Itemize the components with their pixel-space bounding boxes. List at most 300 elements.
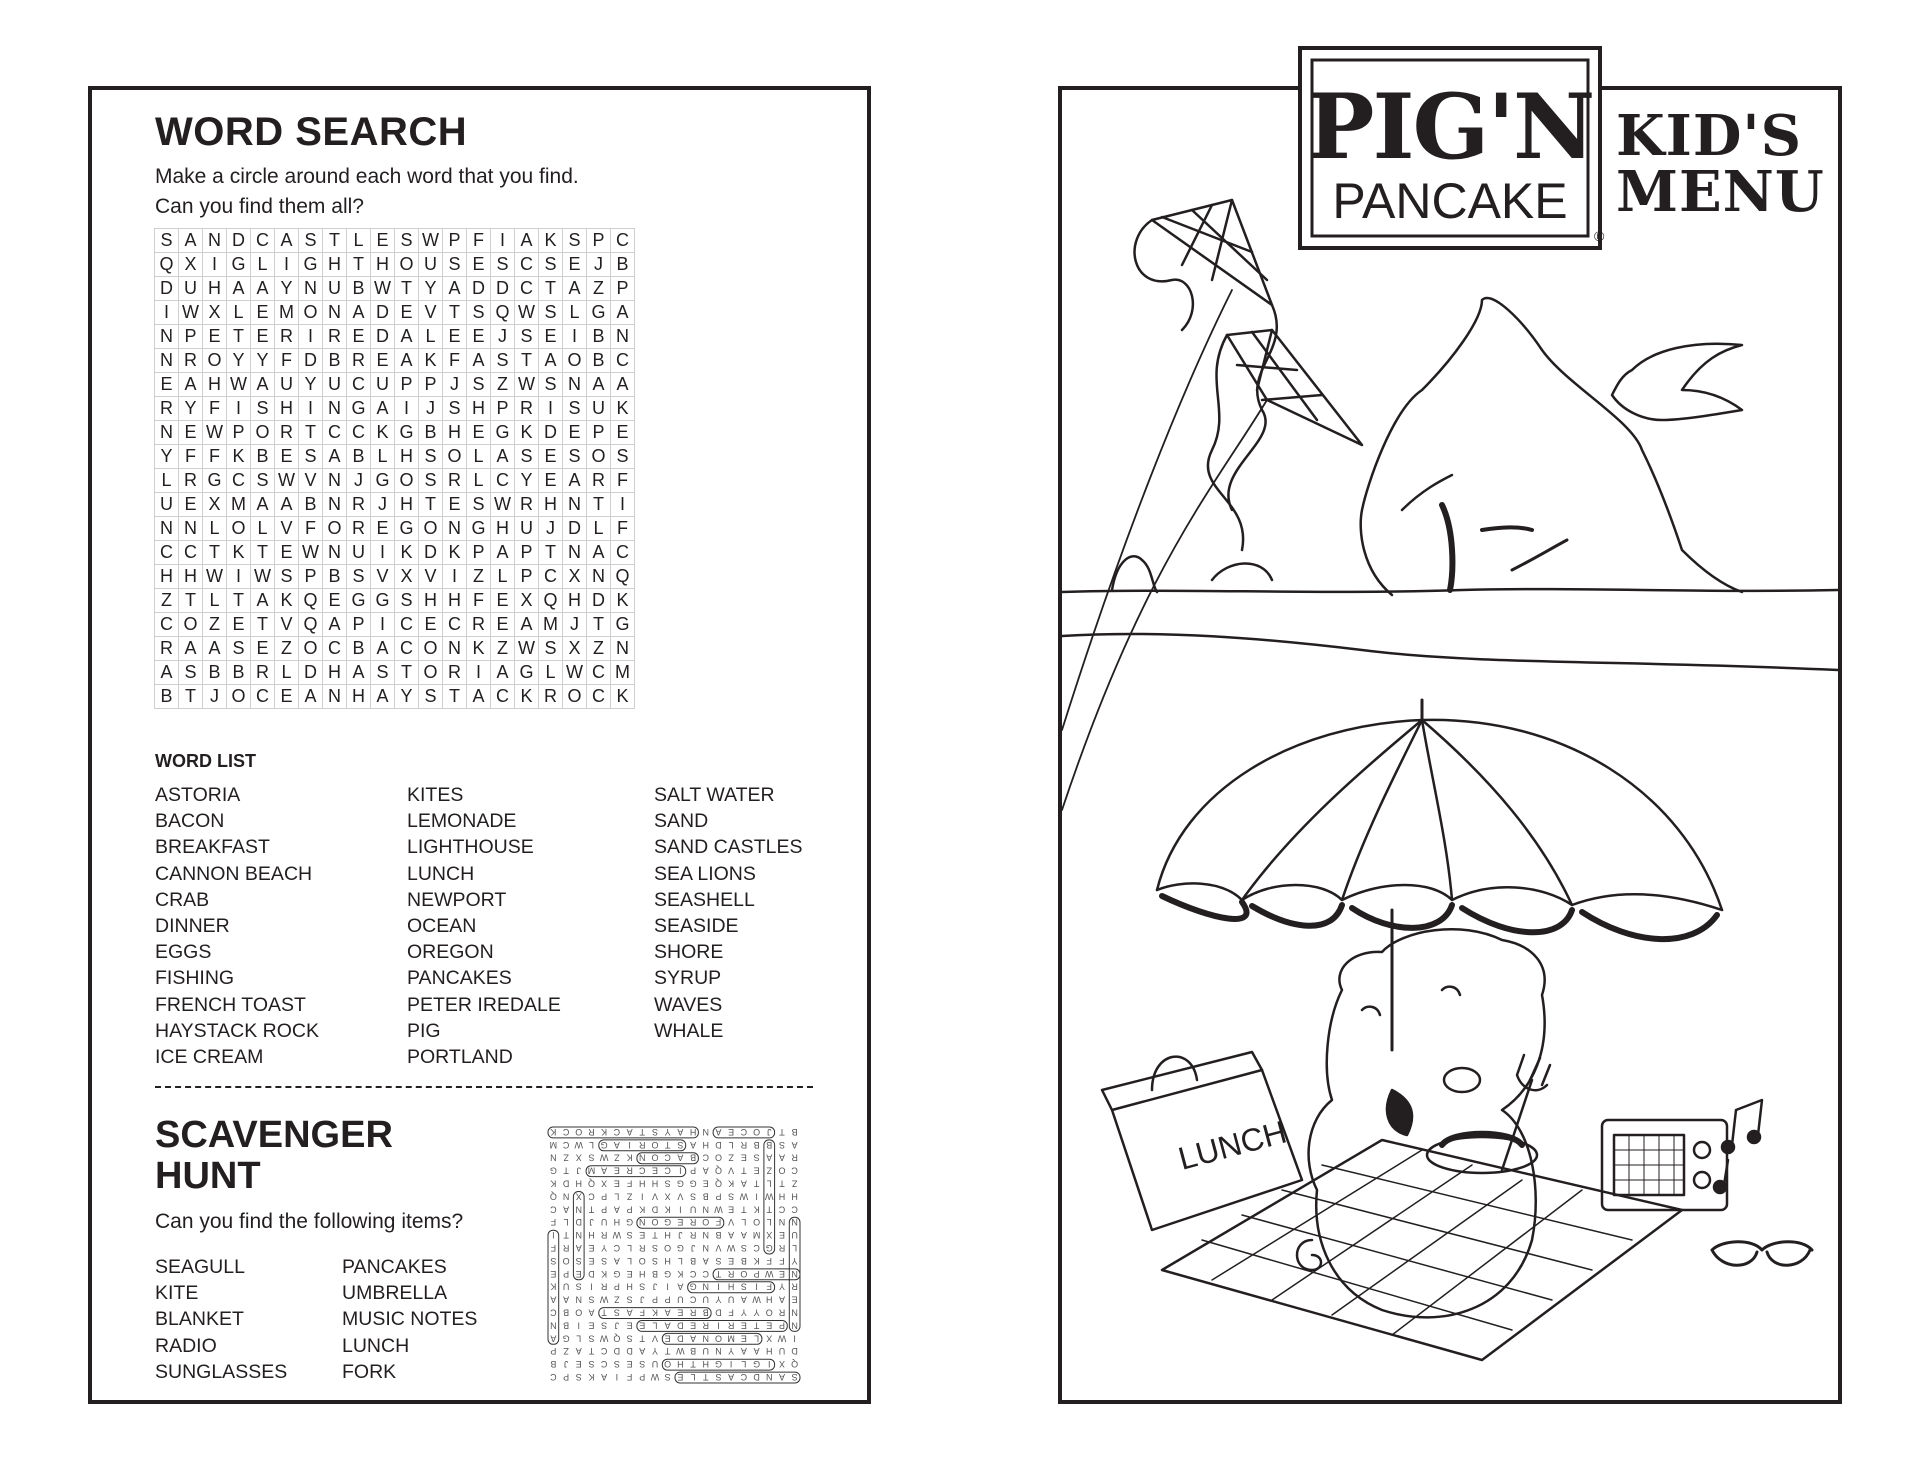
grid-cell[interactable]: I bbox=[491, 229, 515, 253]
grid-cell[interactable]: K bbox=[275, 589, 299, 613]
grid-cell[interactable]: L bbox=[203, 517, 227, 541]
grid-cell[interactable]: R bbox=[179, 469, 203, 493]
grid-cell[interactable]: O bbox=[299, 301, 323, 325]
grid-cell[interactable]: S bbox=[515, 325, 539, 349]
grid-cell[interactable]: O bbox=[419, 637, 443, 661]
grid-cell[interactable]: K bbox=[395, 541, 419, 565]
grid-cell[interactable]: E bbox=[539, 469, 563, 493]
grid-cell[interactable]: H bbox=[563, 589, 587, 613]
grid-cell[interactable]: A bbox=[611, 373, 635, 397]
grid-cell[interactable]: K bbox=[539, 229, 563, 253]
grid-cell[interactable]: W bbox=[299, 541, 323, 565]
grid-cell[interactable]: T bbox=[587, 493, 611, 517]
grid-cell[interactable]: S bbox=[419, 445, 443, 469]
grid-cell[interactable]: V bbox=[275, 613, 299, 637]
grid-cell[interactable]: R bbox=[347, 517, 371, 541]
grid-cell[interactable]: H bbox=[443, 421, 467, 445]
grid-cell[interactable]: G bbox=[395, 517, 419, 541]
grid-cell[interactable]: C bbox=[227, 469, 251, 493]
grid-cell[interactable]: T bbox=[179, 685, 203, 709]
grid-cell[interactable]: R bbox=[515, 397, 539, 421]
grid-cell[interactable]: S bbox=[611, 445, 635, 469]
grid-cell[interactable]: Q bbox=[491, 301, 515, 325]
grid-cell[interactable]: X bbox=[395, 565, 419, 589]
grid-cell[interactable]: C bbox=[587, 661, 611, 685]
grid-cell[interactable]: A bbox=[371, 685, 395, 709]
grid-cell[interactable]: S bbox=[515, 445, 539, 469]
grid-cell[interactable]: B bbox=[203, 661, 227, 685]
grid-cell[interactable]: D bbox=[371, 325, 395, 349]
grid-cell[interactable]: A bbox=[179, 637, 203, 661]
grid-cell[interactable]: I bbox=[611, 493, 635, 517]
grid-cell[interactable]: L bbox=[371, 445, 395, 469]
grid-cell[interactable]: O bbox=[251, 421, 275, 445]
grid-cell[interactable]: E bbox=[563, 421, 587, 445]
word-search-grid[interactable] bbox=[154, 228, 635, 709]
grid-cell[interactable]: G bbox=[467, 517, 491, 541]
grid-cell[interactable]: O bbox=[203, 349, 227, 373]
grid-cell[interactable]: A bbox=[491, 541, 515, 565]
grid-cell[interactable]: P bbox=[443, 229, 467, 253]
grid-cell[interactable]: B bbox=[155, 685, 179, 709]
grid-cell[interactable]: Z bbox=[491, 637, 515, 661]
grid-cell[interactable]: T bbox=[395, 277, 419, 301]
grid-cell[interactable]: D bbox=[299, 349, 323, 373]
grid-cell[interactable]: H bbox=[275, 397, 299, 421]
grid-cell[interactable]: Q bbox=[299, 613, 323, 637]
grid-cell[interactable]: J bbox=[371, 493, 395, 517]
grid-cell[interactable]: A bbox=[251, 277, 275, 301]
grid-cell[interactable]: J bbox=[491, 325, 515, 349]
grid-cell[interactable]: L bbox=[467, 469, 491, 493]
grid-cell[interactable]: C bbox=[611, 541, 635, 565]
grid-cell[interactable]: K bbox=[371, 421, 395, 445]
grid-cell[interactable]: T bbox=[323, 229, 347, 253]
grid-cell[interactable]: J bbox=[587, 253, 611, 277]
grid-cell[interactable]: C bbox=[347, 421, 371, 445]
grid-cell[interactable]: F bbox=[467, 589, 491, 613]
grid-cell[interactable]: B bbox=[251, 445, 275, 469]
grid-cell[interactable]: E bbox=[539, 325, 563, 349]
grid-cell[interactable]: J bbox=[563, 613, 587, 637]
grid-cell[interactable]: E bbox=[347, 325, 371, 349]
grid-cell[interactable]: R bbox=[443, 661, 467, 685]
grid-cell[interactable]: I bbox=[371, 613, 395, 637]
grid-cell[interactable]: N bbox=[323, 301, 347, 325]
grid-cell[interactable]: E bbox=[539, 445, 563, 469]
grid-cell[interactable]: E bbox=[155, 373, 179, 397]
grid-cell[interactable]: T bbox=[515, 349, 539, 373]
grid-cell[interactable]: K bbox=[227, 541, 251, 565]
grid-cell[interactable]: P bbox=[587, 229, 611, 253]
grid-cell[interactable]: E bbox=[419, 613, 443, 637]
grid-cell[interactable]: F bbox=[467, 229, 491, 253]
grid-cell[interactable]: A bbox=[515, 613, 539, 637]
grid-cell[interactable]: H bbox=[443, 589, 467, 613]
grid-cell[interactable]: N bbox=[443, 637, 467, 661]
grid-cell[interactable]: N bbox=[323, 397, 347, 421]
grid-cell[interactable]: A bbox=[491, 445, 515, 469]
grid-cell[interactable]: P bbox=[611, 277, 635, 301]
grid-cell[interactable]: Z bbox=[155, 589, 179, 613]
grid-cell[interactable]: U bbox=[323, 277, 347, 301]
grid-cell[interactable]: C bbox=[323, 421, 347, 445]
grid-cell[interactable]: M bbox=[227, 493, 251, 517]
grid-cell[interactable]: R bbox=[467, 613, 491, 637]
grid-cell[interactable]: P bbox=[395, 373, 419, 397]
grid-cell[interactable]: U bbox=[587, 397, 611, 421]
grid-cell[interactable]: N bbox=[323, 541, 347, 565]
grid-cell[interactable]: L bbox=[347, 229, 371, 253]
grid-cell[interactable]: G bbox=[395, 421, 419, 445]
grid-cell[interactable]: L bbox=[251, 517, 275, 541]
grid-cell[interactable]: N bbox=[563, 373, 587, 397]
grid-cell[interactable]: O bbox=[227, 685, 251, 709]
grid-cell[interactable]: F bbox=[443, 349, 467, 373]
grid-cell[interactable]: K bbox=[515, 421, 539, 445]
grid-cell[interactable]: H bbox=[467, 397, 491, 421]
grid-cell[interactable]: A bbox=[203, 637, 227, 661]
grid-cell[interactable]: A bbox=[347, 661, 371, 685]
grid-cell[interactable]: T bbox=[443, 685, 467, 709]
grid-cell[interactable]: S bbox=[467, 373, 491, 397]
grid-cell[interactable]: W bbox=[251, 565, 275, 589]
grid-cell[interactable]: R bbox=[539, 685, 563, 709]
grid-cell[interactable]: S bbox=[179, 661, 203, 685]
grid-cell[interactable]: B bbox=[419, 421, 443, 445]
grid-cell[interactable]: V bbox=[419, 565, 443, 589]
grid-cell[interactable]: I bbox=[539, 397, 563, 421]
grid-cell[interactable]: A bbox=[395, 325, 419, 349]
grid-cell[interactable]: E bbox=[275, 685, 299, 709]
grid-cell[interactable]: T bbox=[179, 589, 203, 613]
grid-cell[interactable]: D bbox=[587, 589, 611, 613]
grid-cell[interactable]: B bbox=[587, 349, 611, 373]
grid-cell[interactable]: H bbox=[371, 253, 395, 277]
grid-cell[interactable]: K bbox=[443, 541, 467, 565]
grid-cell[interactable]: H bbox=[203, 277, 227, 301]
grid-cell[interactable]: L bbox=[467, 445, 491, 469]
grid-cell[interactable]: N bbox=[323, 493, 347, 517]
grid-cell[interactable]: E bbox=[251, 301, 275, 325]
grid-cell[interactable]: L bbox=[419, 325, 443, 349]
grid-cell[interactable]: Q bbox=[611, 565, 635, 589]
grid-cell[interactable]: A bbox=[251, 493, 275, 517]
grid-cell[interactable]: S bbox=[155, 229, 179, 253]
grid-cell[interactable]: A bbox=[179, 373, 203, 397]
grid-cell[interactable]: L bbox=[563, 301, 587, 325]
grid-cell[interactable]: D bbox=[371, 301, 395, 325]
grid-cell[interactable]: Z bbox=[275, 637, 299, 661]
grid-cell[interactable]: E bbox=[371, 229, 395, 253]
grid-cell[interactable]: U bbox=[275, 373, 299, 397]
grid-cell[interactable]: F bbox=[275, 349, 299, 373]
grid-cell[interactable]: T bbox=[227, 325, 251, 349]
grid-cell[interactable]: R bbox=[347, 493, 371, 517]
grid-cell[interactable]: N bbox=[323, 469, 347, 493]
grid-cell[interactable]: B bbox=[587, 325, 611, 349]
grid-cell[interactable]: Q bbox=[299, 589, 323, 613]
grid-cell[interactable]: U bbox=[419, 253, 443, 277]
grid-cell[interactable]: A bbox=[179, 229, 203, 253]
grid-cell[interactable]: K bbox=[611, 589, 635, 613]
grid-cell[interactable]: P bbox=[587, 421, 611, 445]
grid-cell[interactable]: Y bbox=[155, 445, 179, 469]
grid-cell[interactable]: R bbox=[587, 469, 611, 493]
grid-cell[interactable]: G bbox=[299, 253, 323, 277]
grid-cell[interactable]: A bbox=[251, 589, 275, 613]
grid-cell[interactable]: C bbox=[539, 565, 563, 589]
grid-cell[interactable]: E bbox=[251, 325, 275, 349]
grid-cell[interactable]: T bbox=[251, 541, 275, 565]
grid-cell[interactable]: O bbox=[323, 517, 347, 541]
grid-cell[interactable]: R bbox=[155, 397, 179, 421]
grid-cell[interactable]: S bbox=[563, 445, 587, 469]
grid-cell[interactable]: O bbox=[587, 445, 611, 469]
grid-cell[interactable]: A bbox=[491, 661, 515, 685]
grid-cell[interactable]: P bbox=[491, 397, 515, 421]
grid-cell[interactable]: S bbox=[563, 229, 587, 253]
grid-cell[interactable]: X bbox=[179, 253, 203, 277]
grid-cell[interactable]: T bbox=[539, 541, 563, 565]
grid-cell[interactable]: I bbox=[371, 541, 395, 565]
grid-cell[interactable]: J bbox=[203, 685, 227, 709]
grid-cell[interactable]: I bbox=[155, 301, 179, 325]
grid-cell[interactable]: H bbox=[203, 373, 227, 397]
grid-cell[interactable]: I bbox=[299, 397, 323, 421]
grid-cell[interactable]: J bbox=[419, 397, 443, 421]
grid-cell[interactable]: X bbox=[563, 637, 587, 661]
grid-cell[interactable]: L bbox=[539, 661, 563, 685]
grid-cell[interactable]: C bbox=[323, 637, 347, 661]
grid-cell[interactable]: S bbox=[419, 469, 443, 493]
grid-cell[interactable]: O bbox=[443, 445, 467, 469]
grid-cell[interactable]: R bbox=[323, 325, 347, 349]
grid-cell[interactable]: W bbox=[227, 373, 251, 397]
grid-cell[interactable]: T bbox=[347, 253, 371, 277]
grid-cell[interactable]: X bbox=[203, 493, 227, 517]
grid-cell[interactable]: B bbox=[227, 661, 251, 685]
grid-cell[interactable]: E bbox=[563, 253, 587, 277]
grid-cell[interactable]: P bbox=[515, 565, 539, 589]
grid-cell[interactable]: T bbox=[539, 277, 563, 301]
grid-cell[interactable]: H bbox=[155, 565, 179, 589]
grid-cell[interactable]: P bbox=[299, 565, 323, 589]
grid-cell[interactable]: B bbox=[347, 277, 371, 301]
grid-cell[interactable]: Z bbox=[203, 613, 227, 637]
grid-cell[interactable]: A bbox=[371, 397, 395, 421]
grid-cell[interactable]: N bbox=[563, 541, 587, 565]
grid-cell[interactable]: F bbox=[179, 445, 203, 469]
grid-cell[interactable]: C bbox=[251, 229, 275, 253]
grid-cell[interactable]: E bbox=[395, 301, 419, 325]
grid-cell[interactable]: E bbox=[179, 493, 203, 517]
grid-cell[interactable]: P bbox=[227, 421, 251, 445]
grid-cell[interactable]: C bbox=[395, 613, 419, 637]
grid-cell[interactable]: S bbox=[395, 589, 419, 613]
grid-cell[interactable]: U bbox=[515, 517, 539, 541]
grid-cell[interactable]: X bbox=[515, 589, 539, 613]
grid-cell[interactable]: B bbox=[323, 565, 347, 589]
grid-cell[interactable]: W bbox=[515, 637, 539, 661]
grid-cell[interactable]: O bbox=[563, 349, 587, 373]
grid-cell[interactable]: S bbox=[563, 397, 587, 421]
grid-cell[interactable]: B bbox=[347, 445, 371, 469]
grid-cell[interactable]: E bbox=[371, 517, 395, 541]
grid-cell[interactable]: T bbox=[419, 493, 443, 517]
grid-cell[interactable]: R bbox=[251, 661, 275, 685]
grid-cell[interactable]: S bbox=[299, 229, 323, 253]
grid-cell[interactable]: E bbox=[323, 589, 347, 613]
grid-cell[interactable]: H bbox=[491, 517, 515, 541]
grid-cell[interactable]: B bbox=[299, 493, 323, 517]
grid-cell[interactable]: Z bbox=[491, 373, 515, 397]
grid-cell[interactable]: G bbox=[371, 589, 395, 613]
grid-cell[interactable]: K bbox=[515, 685, 539, 709]
grid-cell[interactable]: A bbox=[275, 229, 299, 253]
grid-cell[interactable]: Y bbox=[251, 349, 275, 373]
grid-cell[interactable]: S bbox=[443, 253, 467, 277]
grid-cell[interactable]: N bbox=[179, 517, 203, 541]
grid-cell[interactable]: K bbox=[611, 397, 635, 421]
grid-cell[interactable]: O bbox=[395, 253, 419, 277]
grid-cell[interactable]: D bbox=[467, 277, 491, 301]
grid-cell[interactable]: I bbox=[299, 325, 323, 349]
grid-cell[interactable]: E bbox=[443, 325, 467, 349]
grid-cell[interactable]: R bbox=[347, 349, 371, 373]
grid-cell[interactable]: E bbox=[467, 421, 491, 445]
grid-cell[interactable]: I bbox=[395, 397, 419, 421]
grid-cell[interactable]: S bbox=[299, 445, 323, 469]
grid-cell[interactable]: S bbox=[371, 661, 395, 685]
grid-cell[interactable]: G bbox=[227, 253, 251, 277]
grid-cell[interactable]: T bbox=[443, 301, 467, 325]
grid-cell[interactable]: T bbox=[299, 421, 323, 445]
grid-cell[interactable]: V bbox=[419, 301, 443, 325]
grid-cell[interactable]: W bbox=[275, 469, 299, 493]
grid-cell[interactable]: R bbox=[443, 469, 467, 493]
grid-cell[interactable]: Y bbox=[299, 373, 323, 397]
grid-cell[interactable]: Z bbox=[587, 277, 611, 301]
grid-cell[interactable]: A bbox=[323, 445, 347, 469]
grid-cell[interactable]: P bbox=[179, 325, 203, 349]
grid-cell[interactable]: Y bbox=[275, 277, 299, 301]
grid-cell[interactable]: S bbox=[251, 397, 275, 421]
grid-cell[interactable]: H bbox=[179, 565, 203, 589]
grid-cell[interactable]: N bbox=[155, 325, 179, 349]
grid-cell[interactable]: G bbox=[371, 469, 395, 493]
grid-cell[interactable]: V bbox=[371, 565, 395, 589]
grid-cell[interactable]: I bbox=[467, 661, 491, 685]
grid-cell[interactable]: W bbox=[371, 277, 395, 301]
grid-cell[interactable]: D bbox=[491, 277, 515, 301]
grid-cell[interactable]: A bbox=[347, 301, 371, 325]
grid-cell[interactable]: C bbox=[155, 541, 179, 565]
grid-cell[interactable]: C bbox=[491, 685, 515, 709]
grid-cell[interactable]: S bbox=[227, 637, 251, 661]
grid-cell[interactable]: Y bbox=[227, 349, 251, 373]
grid-cell[interactable]: E bbox=[227, 613, 251, 637]
grid-cell[interactable]: X bbox=[203, 301, 227, 325]
grid-cell[interactable]: Y bbox=[395, 685, 419, 709]
grid-cell[interactable]: N bbox=[155, 349, 179, 373]
grid-cell[interactable]: E bbox=[467, 253, 491, 277]
grid-cell[interactable]: F bbox=[299, 517, 323, 541]
grid-cell[interactable]: A bbox=[467, 349, 491, 373]
grid-cell[interactable]: J bbox=[443, 373, 467, 397]
grid-cell[interactable]: O bbox=[563, 685, 587, 709]
grid-cell[interactable]: D bbox=[155, 277, 179, 301]
grid-cell[interactable]: M bbox=[539, 613, 563, 637]
grid-cell[interactable]: D bbox=[563, 517, 587, 541]
grid-cell[interactable]: Y bbox=[515, 469, 539, 493]
grid-cell[interactable]: F bbox=[611, 469, 635, 493]
grid-cell[interactable]: C bbox=[491, 469, 515, 493]
grid-cell[interactable]: E bbox=[275, 541, 299, 565]
grid-cell[interactable]: I bbox=[563, 325, 587, 349]
grid-cell[interactable]: Z bbox=[587, 637, 611, 661]
grid-cell[interactable]: L bbox=[251, 253, 275, 277]
grid-cell[interactable]: G bbox=[203, 469, 227, 493]
grid-cell[interactable]: E bbox=[203, 325, 227, 349]
grid-cell[interactable]: T bbox=[587, 613, 611, 637]
grid-cell[interactable]: E bbox=[275, 445, 299, 469]
grid-cell[interactable]: L bbox=[155, 469, 179, 493]
grid-cell[interactable]: A bbox=[155, 661, 179, 685]
grid-cell[interactable]: C bbox=[515, 277, 539, 301]
grid-cell[interactable]: P bbox=[467, 541, 491, 565]
grid-cell[interactable]: N bbox=[563, 493, 587, 517]
grid-cell[interactable]: S bbox=[491, 349, 515, 373]
grid-cell[interactable]: B bbox=[347, 637, 371, 661]
grid-cell[interactable]: U bbox=[155, 493, 179, 517]
grid-cell[interactable]: W bbox=[179, 301, 203, 325]
grid-cell[interactable]: E bbox=[491, 589, 515, 613]
grid-cell[interactable]: R bbox=[155, 637, 179, 661]
grid-cell[interactable]: S bbox=[443, 397, 467, 421]
grid-cell[interactable]: C bbox=[395, 637, 419, 661]
grid-cell[interactable]: K bbox=[419, 349, 443, 373]
grid-cell[interactable]: S bbox=[539, 373, 563, 397]
grid-cell[interactable]: S bbox=[539, 301, 563, 325]
grid-cell[interactable]: A bbox=[251, 373, 275, 397]
grid-cell[interactable]: K bbox=[227, 445, 251, 469]
grid-cell[interactable]: C bbox=[515, 253, 539, 277]
grid-cell[interactable]: A bbox=[275, 493, 299, 517]
grid-cell[interactable]: N bbox=[299, 277, 323, 301]
grid-cell[interactable]: H bbox=[347, 685, 371, 709]
grid-cell[interactable]: D bbox=[539, 421, 563, 445]
grid-cell[interactable]: L bbox=[587, 517, 611, 541]
grid-cell[interactable]: S bbox=[419, 685, 443, 709]
grid-cell[interactable]: E bbox=[611, 421, 635, 445]
grid-cell[interactable]: L bbox=[227, 301, 251, 325]
grid-cell[interactable]: S bbox=[395, 229, 419, 253]
grid-cell[interactable]: S bbox=[347, 565, 371, 589]
grid-cell[interactable]: A bbox=[299, 685, 323, 709]
grid-cell[interactable]: X bbox=[563, 565, 587, 589]
grid-cell[interactable]: C bbox=[611, 349, 635, 373]
grid-cell[interactable]: O bbox=[227, 517, 251, 541]
grid-cell[interactable]: Y bbox=[419, 277, 443, 301]
grid-cell[interactable]: I bbox=[227, 397, 251, 421]
grid-cell[interactable]: E bbox=[467, 325, 491, 349]
grid-cell[interactable]: Y bbox=[179, 397, 203, 421]
grid-cell[interactable]: W bbox=[515, 373, 539, 397]
grid-cell[interactable]: I bbox=[227, 565, 251, 589]
grid-cell[interactable]: P bbox=[419, 373, 443, 397]
grid-cell[interactable]: B bbox=[611, 253, 635, 277]
